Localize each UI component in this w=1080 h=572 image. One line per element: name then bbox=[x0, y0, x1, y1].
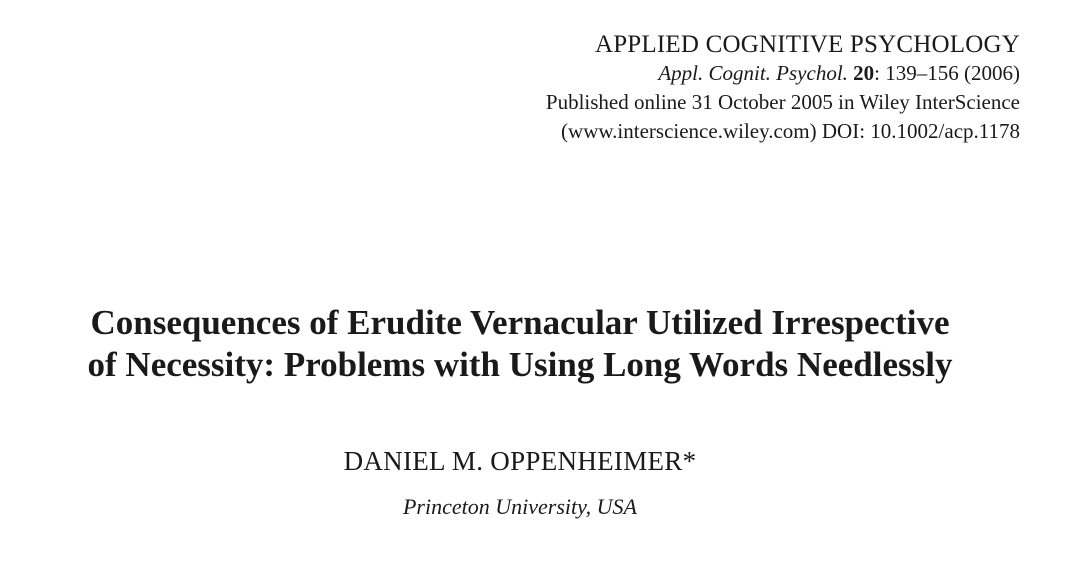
title-line-1: Consequences of Erudite Vernacular Utilized Irrespective bbox=[90, 303, 950, 342]
journal-abbreviation: Appl. Cognit. Psychol. bbox=[658, 61, 848, 85]
volume-number: 20 bbox=[853, 61, 875, 85]
journal-masthead bbox=[546, 30, 1020, 146]
author-name: DANIEL M. OPPENHEIMER* bbox=[343, 446, 697, 476]
citation-line bbox=[546, 59, 1020, 88]
title-line-2: of Necessity: Problems with Using Long Words Needlessly bbox=[87, 345, 953, 384]
article-title bbox=[0, 302, 1040, 386]
journal-name: APPLIED COGNITIVE PSYCHOLOGY bbox=[594, 31, 1020, 58]
publication-line: Published online 31 October 2005 in Wiley InterScience bbox=[545, 90, 1020, 114]
doi-line: (www.interscience.wiley.com) DOI: 10.1002/acp.1178 bbox=[561, 119, 1020, 143]
author-affiliation: Princeton University, USA bbox=[402, 494, 637, 519]
pages-year: : 139–156 (2006) bbox=[874, 61, 1020, 85]
